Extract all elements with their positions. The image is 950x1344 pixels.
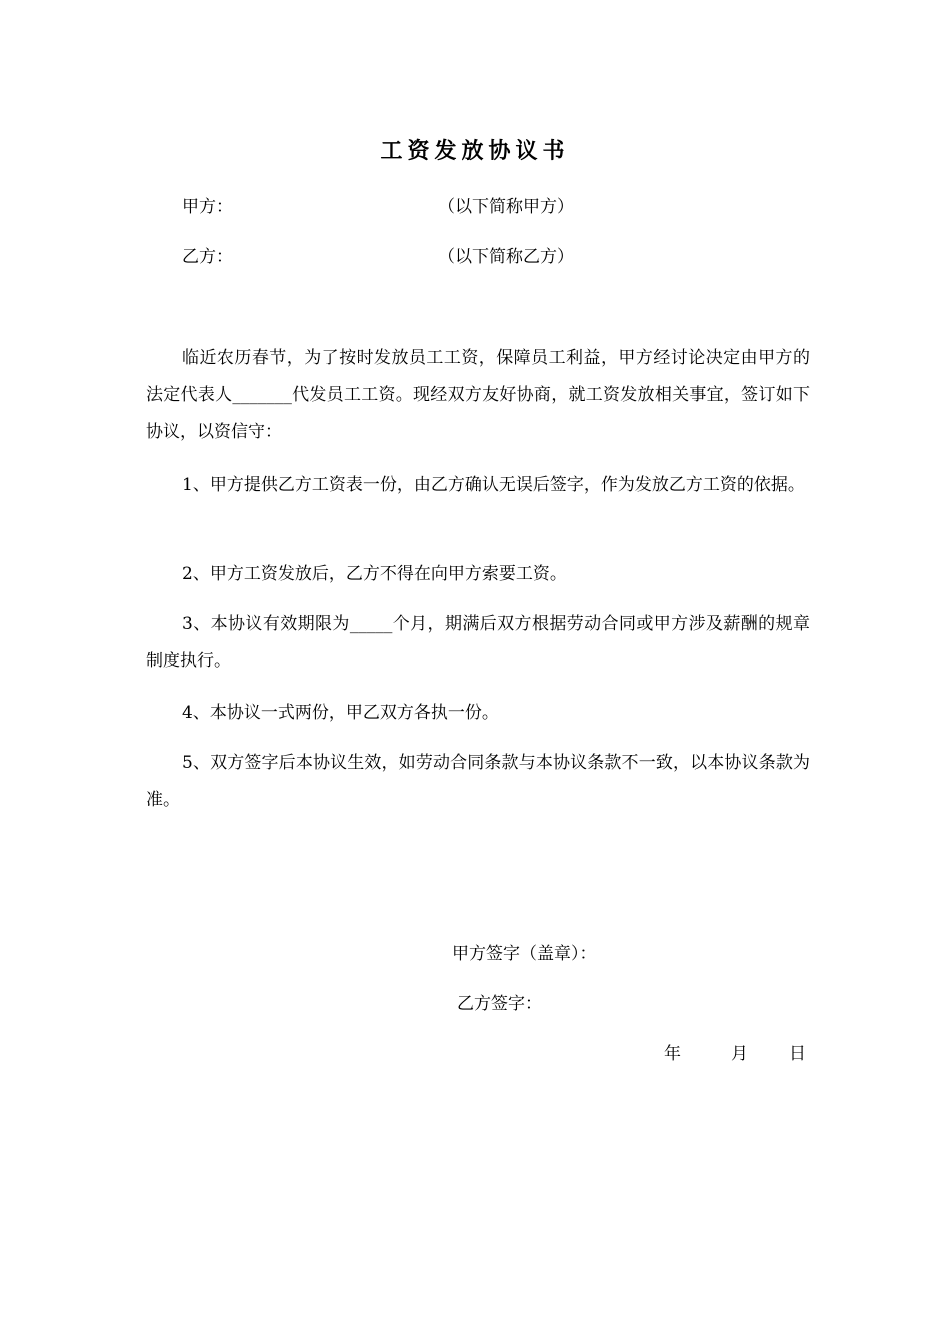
clause-1-text: 1、甲方提供乙方工资表一份，由乙方确认无误后签字，作为发放乙方工资的依据。: [182, 475, 805, 495]
clause-3-text: 3、本协议有效期限为_____个月，期满后双方根据劳动合同或甲方涉及薪酬的规章制度执行。: [146, 614, 810, 671]
party-b-signature-label: 乙方签字：: [457, 994, 542, 1014]
party-b-note: （以下简称乙方）: [438, 247, 574, 267]
document-title: 工资发放协议书: [380, 139, 570, 164]
party-a-note: （以下简称甲方）: [438, 197, 574, 217]
clause-5: [146, 745, 810, 819]
date-month-label: 月: [731, 1044, 748, 1064]
clause-2-text: 2、甲方工资发放后，乙方不得在向甲方索要工资。: [182, 564, 567, 584]
clause-4: [146, 695, 810, 732]
party-b-label: 乙方：: [182, 247, 233, 267]
intro-paragraph: [146, 340, 810, 451]
clause-5-text: 5、双方签字后本协议生效，如劳动合同条款与本协议条款不一致，以本协议条款为准。: [146, 753, 810, 810]
clause-4-text: 4、本协议一式两份，甲乙双方各执一份。: [182, 703, 499, 723]
party-a-label: 甲方：: [182, 197, 233, 217]
clause-1: [146, 467, 810, 504]
clause-2: [146, 556, 810, 593]
clause-3: [146, 606, 810, 680]
date-day-label: 日: [789, 1044, 806, 1064]
intro-text: 临近农历春节，为了按时发放员工工资，保障员工利益，甲方经讨论决定由甲方的法定代表人_______代发员工工资。现经双方友好协商，就工资发放相关事宜，签订如下协议，以资信守：: [146, 348, 810, 442]
party-a-signature-label: 甲方签字（盖章）：: [452, 944, 597, 964]
date-year-label: 年: [664, 1044, 681, 1064]
